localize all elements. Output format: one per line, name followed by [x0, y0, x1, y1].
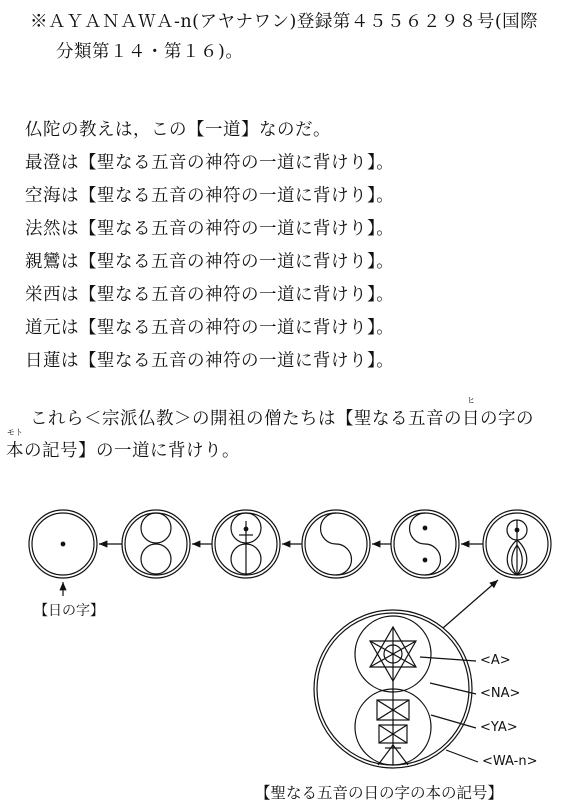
large-five-sound-symbol [314, 610, 478, 768]
symbol-figure-eight-line-circle [212, 510, 280, 578]
symbol-s-curve-circle [302, 510, 370, 578]
ruby-hi-kanji: 日 [462, 409, 480, 429]
conclusion-text-1: これら＜宗派仏教＞の開祖の僧たちは【聖なる五音の [30, 409, 462, 429]
registration-line-2: 分類第１４・第１６)。 [56, 42, 244, 62]
registration-line-1: ※ＡＹＡＮＡＷＡ-n(アヤナワン)登録第４５５６２９８号(国際 [30, 12, 539, 32]
statement-line: 日蓮は【聖なる五音の神符の一道に背けり】。 [25, 351, 395, 371]
label-a: <A> [480, 653, 511, 668]
ruby-moto-reading: モト [7, 428, 23, 437]
conclusion-text-2: の字の [480, 409, 534, 429]
label-wa-n: <WA-n> [482, 754, 538, 769]
symbol-flower-circle [483, 510, 551, 578]
statement-line: 道元は【聖なる五音の神符の一道に背けり】。 [25, 318, 395, 338]
statement-line: 栄西は【聖なる五音の神符の一道に背けり】。 [25, 285, 395, 305]
intro-line: 仏陀の教えは，この【一道】なのだ。 [25, 120, 331, 140]
symbol-yin-yang-circle [391, 510, 459, 578]
symbol-figure-eight-circle [122, 510, 190, 578]
statement-line: 最澄は【聖なる五音の神符の一道に背けり】。 [25, 153, 395, 173]
ruby-hi-reading: ヒ [467, 396, 475, 405]
symbol-caption: 【聖なる五音の日の字の本の記号】 [255, 784, 504, 802]
ruby-moto-kanji: 本 [6, 441, 24, 461]
statement-line: 空海は【聖なる五音の神符の一道に背けり】。 [25, 186, 395, 206]
label-na: <NA> [480, 686, 521, 701]
statement-line: 法然は【聖なる五音の神符の一道に背けり】。 [25, 219, 395, 239]
label-ya: <YA> [480, 720, 518, 735]
symbol-dot-circle [29, 510, 97, 578]
hi-character-label: 【日の字】 [34, 603, 104, 619]
statement-line: 親鸞は【聖なる五音の神符の一道に背けり】。 [25, 252, 395, 272]
conclusion-text-3: の記号】の一道に背けり。 [24, 441, 240, 461]
